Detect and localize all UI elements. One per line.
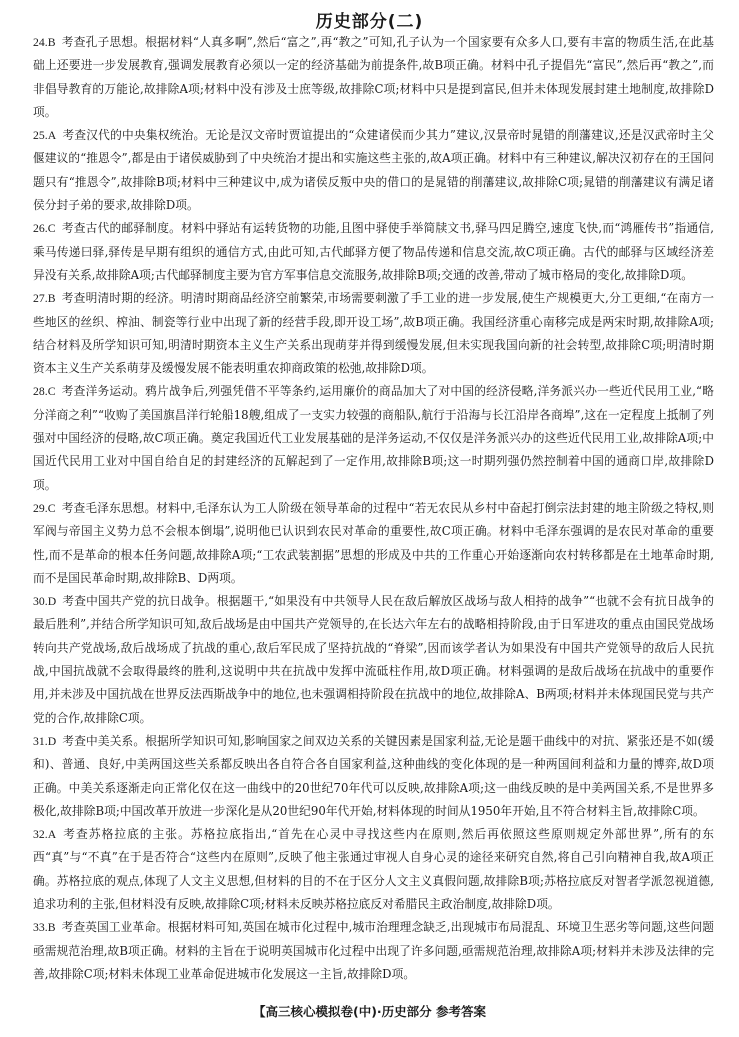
explanation-text: 考查汉代的中央集权统治。无论是汉文帝时贾谊提出的“众建诸侯而少其力”建议,汉景帝时晁错的削藩建议,还是汉武帝时主父偃建议的“推恩令”,都是由于诸侯威胁到了中央统治才提出和实施这些主张的,故A项正确。材料中有三种建议,解决汉初存在的王国问题只有“推恩令”,故排除B项;材料中三种建议中,成为诸侯反叛中央的借口的是晁错的削藩建议,故排除C项;晁错的削藩建议有满足诸侯分封子弟的要求,故排除D项。 xyxy=(33,128,714,213)
answer-item xyxy=(33,124,714,217)
answer-item xyxy=(33,916,714,986)
question-number: 32. xyxy=(33,828,48,842)
answer-item xyxy=(33,217,714,287)
question-number: 26. xyxy=(33,222,48,236)
explanation-text: 考查孔子思想。根据材料“人真多啊”,然后“富之”,再“教之”可知,孔子认为一个国家要有众多人口,要有丰富的物质生活,在此基础上还要进一步发展教育,强调发展教育必须以一定的经济基础为前提条件,故B项正确。材料中孔子提倡先“富民”,然后再“教之”,而非倡导教育的万能论,故排除A项;材料中没有涉及士庶等级,故排除C项;材料中只是提到富民,但并未体现发展封建土地制度,故排除D项。 xyxy=(33,35,714,119)
answer-list xyxy=(0,31,739,986)
answer-key: A xyxy=(47,129,57,143)
question-number: 27. xyxy=(33,292,48,306)
answer-key: C xyxy=(47,501,56,515)
answer-key: B xyxy=(47,36,56,49)
explanation-text: 考查毛泽东思想。材料中,毛泽东认为工人阶级在领导革命的过程中“若无农民从乡村中奋起打倒宗法封建的地主阶级之特权,则军阀与帝国主义势力总不会根本倒塌”,说明他已认识到农民对革命的重要性,故C项正确。材料中毛泽东强调的是农民对革命的重要性,而不是革命的根本任务问题,故排除A项;“工农武装割据”思想的形成及中共的工作重心开始逐渐向农村转移都是在土地革命时期,而不是国民革命时期,故排除B、D两项。 xyxy=(33,500,714,585)
answer-item xyxy=(33,730,714,823)
answer-key: C xyxy=(47,222,56,236)
answer-key: D xyxy=(47,595,57,609)
answer-key: D xyxy=(47,734,57,748)
answer-item xyxy=(33,823,714,916)
explanation-text: 考查苏格拉底的主张。苏格拉底指出,“首先在心灵中寻找这些内在原则,然后再依照这些原则规定外部世界”,所有的东西“真”与“不真”在于是否符合“这些内在原则”,反映了他主张通过审视人自身心灵的途径来研究自然,将自己引向精神自我,故A项正确。苏格拉底的观点,体现了人文主义思想,但材料的目的不在于区分人文主义真假问题,故排除B项;苏格拉底反对智者学派忽视道德,追求功利的主张,但材料没有反映,故排除C项;材料未反映苏格拉底反对希腊民主政治制度,故排除D项。 xyxy=(33,827,714,911)
explanation-text: 考查明清时期的经济。明清时期商品经济空前繁荣,市场需要刺激了手工业的进一步发展,使生产规模更大,分工更细,“在南方一些地区的丝织、榨油、制瓷等行业中出现了新的经营手段,即开设工场”,故B项正确。我国经济重心南移完成是两宋时期,故排除A项;结合材料及所学知识可知,明清时期资本主义生产关系出现萌芽并得到缓慢发展,但未实现我国向新的社会转型,故排除C项;明清时期资本主义生产关系萌芽及缓慢发展不能表明重农抑商政策的松弛,故排除D项。 xyxy=(33,291,714,376)
answer-item xyxy=(33,590,714,730)
explanation-text: 考查古代的邮驿制度。材料中驿站有运转货物的功能,且图中驿使手举简牍文书,驿马四足腾空,速度飞快,而“鸿雁传书”指通信,乘马传递曰驿,驿传是早期有组织的通信方式,由此可知,古代邮驿方便了物品传递和信息交流,故C项正确。古代的邮驿与区域经济差异没有关系,故排除A项;古代邮驿制度主要为官方军事信息交流服务,故排除B项;交通的改善,带动了城市格局的变化,故排除D项。 xyxy=(33,221,714,282)
answer-key: B xyxy=(47,292,56,306)
explanation-text: 考查中国共产党的抗日战争。根据题干,“如果没有中共领导人民在敌后解放区战场与敌人相持的战争”“也就不会有抗日战争的最后胜利”,并结合所学知识可知,敌后战场是由中国共产党领导的,在长达六年左右的战略相持阶段,由于日军进攻的重点由国民党战场转向共产党战场,敌后战场成了抗战的重心,敌后军民成了坚持抗战的“脊梁”,因而该学者认为如果没有中国共产党领导的敌后人民抗战,中国抗战就不会取得最终的胜利,这说明中共在抗战中发挥中流砥柱作用,故D项正确。材料强调的是敌后战场在抗战中的重要作用,并未涉及中国抗战在世界反法西斯战争中的地位,也未强调相持阶段在抗战中的地位,故排除A、B两项;材料并未体现国民党与共产党的合作,故排除C项。 xyxy=(33,594,714,725)
explanation-text: 考查洋务运动。鸦片战争后,列强凭借不平等条约,运用廉价的商品加大了对中国的经济侵略,洋务派兴办一些近代民用工业,“略分洋商之利”“收购了美国旗昌洋行轮船18艘,组成了一支实力较强的商船队,航行于沿海与长江沿岸各商埠”,这在一定程度上抵制了列强对中国经济的侵略,故C项正确。奠定我国近代工业发展基础的是洋务运动,不仅仅是洋务派兴办的这些近代民用工业,故排除A项;中国近代民用工业对中国自给自足的封建经济的瓦解起到了一定作用,故排除B项;这一时期列强仍然控制着中国的通商口岸,故排除D项。 xyxy=(33,384,714,492)
answer-item xyxy=(33,497,714,590)
answer-item xyxy=(33,380,714,496)
question-number: 30. xyxy=(33,595,48,609)
explanation-text: 考查中美关系。根据所学知识可知,影响国家之间双边关系的关键因素是国家利益,无论是题干曲线中的对抗、紧张还是不如(缓和)、普通、良好,中美两国这些关系都反映出各自符合各自国家利益,这种曲线的变化体现的是一种两国间利益和力量的博弈,故D项正确。中美关系逐渐走向正常化仅在这一曲线中的20世纪70年代可以反映,故排除A项;这一曲线反映的是中美两国关系,不是世界多极化,故排除B项;中国改革开放进一步深化是从20世纪90年代开始,材料体现的时间从1950年开始,且不符合材料主旨,故排除C项。 xyxy=(33,733,714,818)
question-number: 31. xyxy=(33,734,48,748)
answer-item xyxy=(33,287,714,380)
page-title: 历史部分(二) xyxy=(315,12,424,32)
answer-key: A xyxy=(47,828,57,842)
explanation-text: 考查英国工业革命。根据材料可知,英国在城市化过程中,城市治理理念缺乏,出现城市布局混乱、环境卫生恶劣等问题,这些问题亟需规范治理,故B项正确。材料的主旨在于说明英国城市化过程中出现了许多问题,亟需规范治理,故排除A项;材料并未涉及法律的完善,故排除C项;材料未体现工业革命促进城市化发展这一主旨,故排除D项。 xyxy=(33,920,714,981)
question-number: 25. xyxy=(33,129,48,143)
question-number: 29. xyxy=(33,501,48,515)
question-number: 24. xyxy=(33,36,48,49)
answer-item xyxy=(33,31,714,124)
question-number: 28. xyxy=(33,385,48,399)
answer-key: C xyxy=(47,385,56,399)
page-footer: 【高三核心模拟卷(中)·历史部分 参考答案 xyxy=(252,1004,487,1019)
question-number: 33. xyxy=(33,921,48,935)
answer-key: B xyxy=(47,921,56,935)
